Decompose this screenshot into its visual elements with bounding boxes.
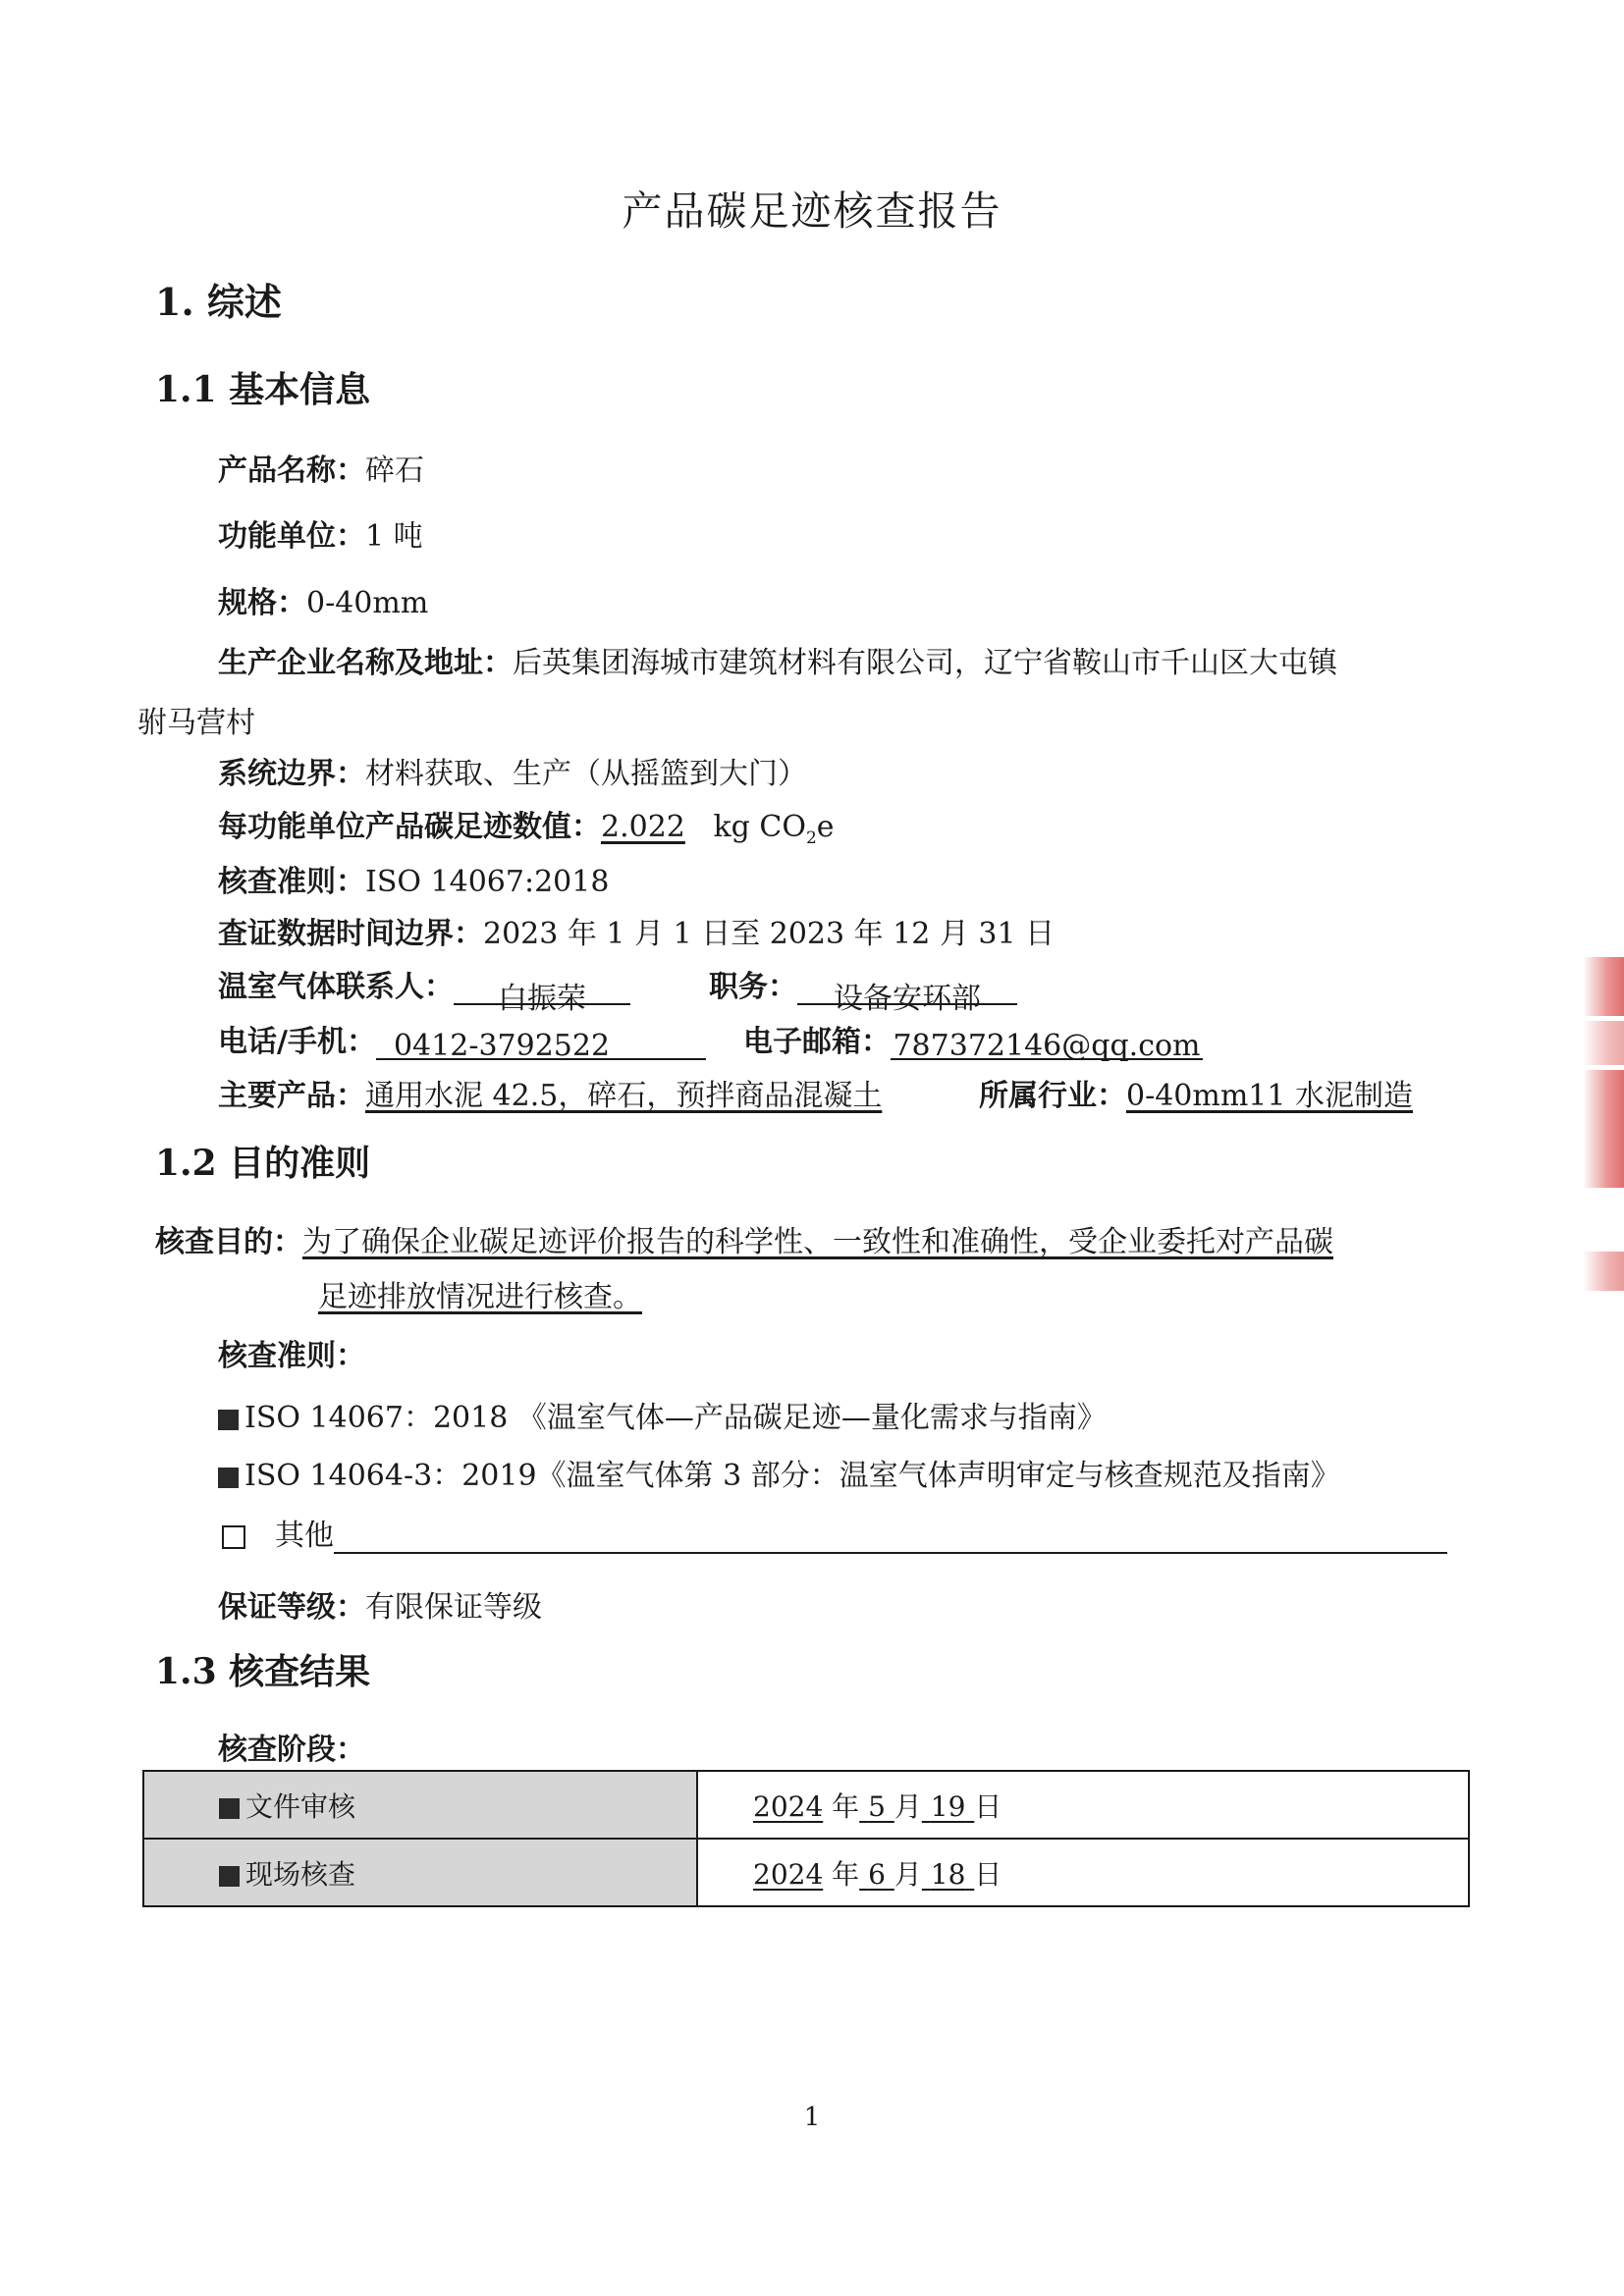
stage-date [697,1839,1469,1906]
email-row [743,1017,1203,1063]
section-1-1-heading: 1.1 基本信息 [155,369,371,410]
company-row [218,638,1337,681]
assurance-value: 有限保证等级 [365,1590,542,1625]
industry-label: 所属行业： [979,1079,1126,1113]
industry-value: 0-40mm11 水泥制造 [1126,1079,1414,1113]
industry-row [979,1071,1413,1114]
system-boundary-label: 系统边界： [218,757,365,791]
carbon-footprint-unit-subscript: 2 [805,828,817,848]
checked-box-icon [218,1410,239,1430]
ghg-contact-label: 温室气体联系人： [218,970,454,1004]
purpose-line1: 为了确保企业碳足迹评价报告的科学性、一致性和准确性，受企业委托对产品碳 [302,1225,1333,1259]
standard-1-row [218,1393,1107,1436]
stage-day: 18 [930,1857,966,1891]
stage-day: 19 [930,1789,966,1823]
unchecked-box-icon [222,1525,245,1549]
day-char: 日 [974,1789,1002,1823]
stage-year: 2024 [753,1857,824,1891]
position-label: 职务： [709,970,797,1004]
phone-row [218,1017,706,1063]
stage-name: 现场核查 [245,1857,356,1891]
stage-date [697,1771,1469,1839]
table-row [143,1839,1469,1906]
company-value-line1: 后英集团海城市建筑材料有限公司，辽宁省鞍山市千山区大屯镇 [513,646,1337,680]
ghg-contact-value: 白振荣 [498,982,586,1016]
section-1-3-heading: 1.3 核查结果 [155,1651,371,1692]
criteria2-label: 核查准则： [218,1339,365,1373]
assurance-row [218,1582,542,1626]
standard-2: ISO 14064-3：2019《温室气体第 3 部分：温室气体声明审定与核查规范及指南》 [244,1459,1340,1493]
product-name-row [218,446,424,489]
verification-criteria-value: ISO 14067:2018 [365,865,610,899]
year-char: 年 [832,1789,860,1823]
phone-label: 电话/手机： [218,1025,376,1059]
year-char: 年 [832,1857,860,1891]
main-products-value: 通用水泥 42.5，碎石，预拌商品混凝土 [365,1079,883,1113]
main-products-row [218,1071,882,1114]
purpose-line2: 足迹排放情况进行核查。 [318,1280,642,1314]
section-1-heading: 1. 综述 [155,280,282,324]
verification-criteria-label: 核查准则： [218,865,365,899]
functional-unit-value: 1 吨 [365,519,423,554]
spec-value: 0-40mm [306,586,429,620]
system-boundary-row [218,749,807,792]
carbon-footprint-unit: kg CO [713,810,806,844]
purpose-row [155,1217,1333,1260]
email-label: 电子邮箱： [743,1025,891,1059]
verification-stage-table [142,1770,1470,1907]
report-title: 产品碳足迹核查报告 [622,187,1002,235]
table-row [143,1771,1469,1839]
standard-1: ISO 14067：2018 《温室气体—产品碳足迹—量化需求与指南》 [244,1401,1107,1435]
carbon-footprint-unit-tail: e [816,810,835,844]
seal-stamp-edge [1583,1021,1624,1065]
company-label: 生产企业名称及地址： [218,646,513,680]
data-period-label: 查证数据时间边界： [218,917,483,951]
position-value: 设备安环部 [834,982,981,1016]
stage-label: 核查阶段： [218,1733,365,1767]
month-char: 月 [893,1857,922,1891]
purpose-label: 核查目的： [155,1225,302,1259]
ghg-contact-row [218,962,630,1016]
phone-value: 0412-3792522 [393,1029,611,1063]
checked-box-icon [219,1866,240,1887]
page-number: 1 [803,2103,821,2132]
product-name-value: 碎石 [365,454,424,488]
checked-box-icon [218,1468,239,1488]
data-period-value: 2023 年 1 月 1 日至 2023 年 12 月 31 日 [483,917,1056,951]
spec-row [218,578,428,621]
other-label: 其他 [275,1519,334,1553]
seal-stamp-edge [1583,957,1624,1016]
functional-unit-label: 功能单位： [218,519,365,554]
stage-month: 6 [868,1857,886,1891]
data-period-row [218,909,1055,952]
stage-year: 2024 [753,1789,824,1823]
seal-stamp-edge [1583,1070,1624,1188]
standard-2-row [218,1451,1340,1494]
company-value-line2: 驸马营村 [137,706,255,740]
system-boundary-value: 材料获取、生产（从摇篮到大门） [365,757,807,791]
carbon-footprint-value: 2.022 [601,810,685,844]
verification-criteria-row [218,857,609,900]
carbon-footprint-row [218,802,835,848]
email-value: 787372146@qq.com [893,1029,1201,1063]
seal-stamp-edge [1583,1252,1624,1291]
main-products-label: 主要产品： [218,1079,365,1113]
stage-name: 文件审核 [245,1789,356,1823]
assurance-label: 保证等级： [218,1590,365,1625]
checked-box-icon [219,1798,240,1819]
position-row [709,962,1017,1016]
section-1-2-heading: 1.2 目的准则 [155,1143,371,1184]
stage-month: 5 [868,1789,886,1823]
functional-unit-row [218,511,423,555]
other-row [222,1511,1447,1554]
month-char: 月 [893,1789,922,1823]
day-char: 日 [974,1857,1002,1891]
product-name-label: 产品名称： [218,454,365,488]
carbon-footprint-label: 每功能单位产品碳足迹数值： [218,810,601,844]
spec-label: 规格： [218,586,306,620]
